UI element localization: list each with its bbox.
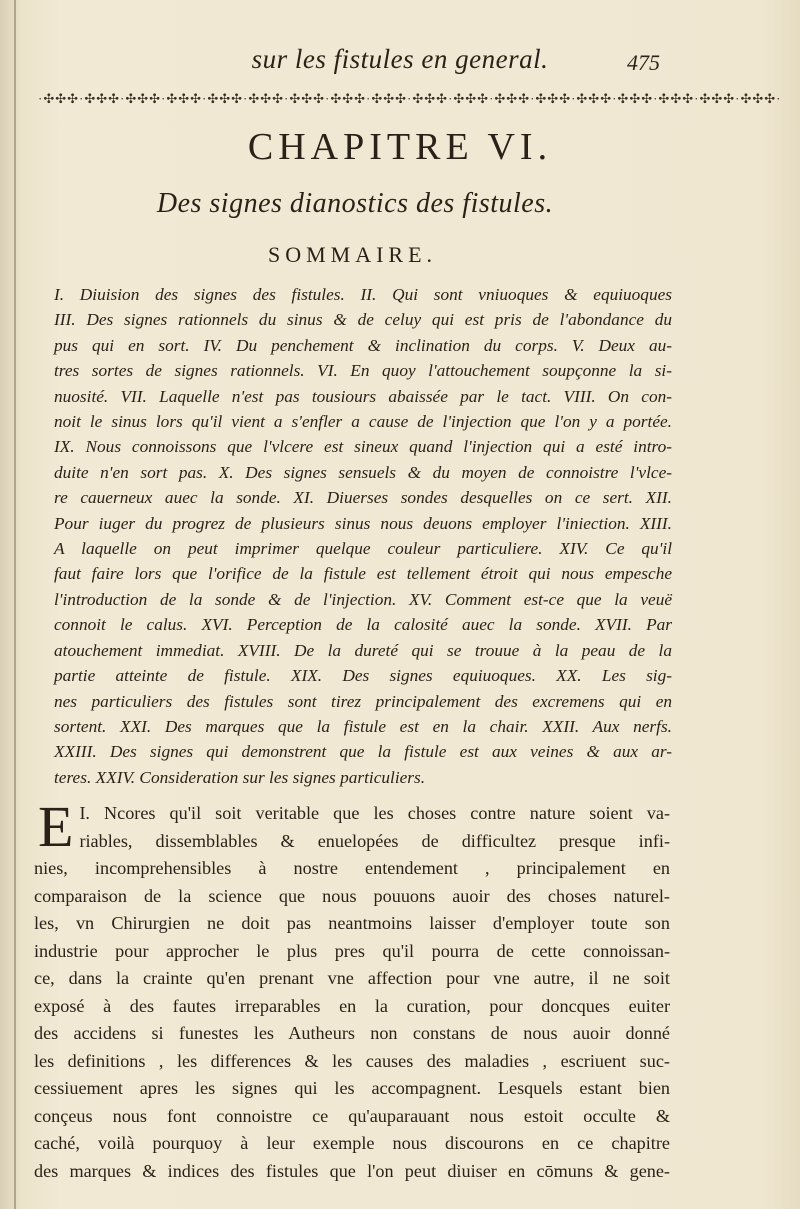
body-line: caché, voilà pourquoy à leur exemple nous discourons en ce chapitre [34,1133,670,1153]
summary-line: faut faire lors que l'orifice de la fistule est tellement étroit qui nous empesche [54,564,672,584]
body-line: ce, dans la crainte qu'en prenant vne affection pour vne autre, il ne soit [34,968,670,988]
body-line: riables, dissemblables & enuelopées de difficultez presque infi- [79,830,670,851]
running-head-title: sur les fistules en general. [251,44,549,74]
page-number: 475 [627,50,660,75]
summary-line: partie atteinte de fistule. XIX. Des signes equiuoques. XX. Les sig- [54,666,672,686]
summary-line: I. Diuision des signes des fistules. II. Qui sont vniuoques & equiuoques [54,285,672,304]
summary-line: connoit le calus. XVI. Perception de la calosité auec la sonde. XVII. Par [54,615,672,635]
summary-line: re cauerneux auec la sonde. XI. Diuerses sondes desquelles on ce sert. XII. [54,488,672,508]
summary-line: atouchement immediat. XVIII. De la dureté qui se trouue à la peau de la [54,640,672,660]
summary-line: teres. XXIV. Consideration sur les signes particuliers. [54,767,426,787]
summary-line: pus qui en sort. IV. Du penchement & inclination du corps. V. Deux au- [54,335,672,355]
summary-line: Pour iuger du progrez de plusieurs sinus nous deuons employer l'iniection. XIII. [54,513,672,533]
body-line: exposé à des fautes irreparables en la curation, pour doncques euiter [34,995,670,1016]
summary-line: nuosité. VII. Laquelle n'est pas tousiours abaissée par le tact. VIII. On con- [54,386,672,406]
body-line: les, vn Chirurgien ne doit pas neantmoins laisser d'employer toute son [34,913,670,933]
body-line: conçeus nous font connoistre ce qu'auparauant nous estoit occulte & [34,1105,670,1126]
summary-line: sortent. XXI. Des marques que la fistule est en la chair. XXII. Aux nerfs. [54,716,672,736]
summary-line: A laquelle on peut imprimer quelque couleur particuliere. XIV. Ce qu'il [54,539,672,559]
body-line: des accidens si funestes les Autheurs non constans de nous auoir donné [34,1023,670,1043]
body-line: des marques & indices des fistules que l'on peut diuiser en cōmuns & gene- [34,1160,670,1181]
chapter-heading: CHAPITRE VI. [247,126,553,168]
summary-line: noit le sinus lors qu'il vient a s'enfler a cause de l'injection que l'on y a portée. [54,412,672,432]
binding-edge [14,0,16,1209]
section-number: I. [79,803,90,823]
summary-line: IX. Nous connoissons que l'vlcere est sineux quand l'injection qui a esté intro- [54,437,672,457]
body-paragraph [34,794,671,1185]
drop-cap: E [38,794,74,859]
summary-line: III. Des signes rationnels du sinus & de celuy qui est pris de l'abondance du [54,310,672,330]
running-head [0,40,800,80]
summary-line: duite n'en sort pas. X. Des signes sensuels & du moyen de connoistre l'vlce- [54,462,672,482]
ornamental-band: ·✣✣✣·✣✣✣·✣✣✣·✣✣✣·✣✣✣·✣✣✣·✣✣✣·✣✣✣·✣✣✣·✣✣✣·✣✣✣·✣✣✣·✣✣✣·✣✣✣·✣✣✣·✣✣✣·✣✣✣·✣✣✣· [38,91,782,106]
body-line: cessiuement apres les signes qui les accompagnent. Lesquels estant bien [34,1078,670,1098]
body-line: industrie pour approcher le plus pres qu'il pourra de cette connoissan- [34,940,670,961]
chapter-subtitle: Des signes dianostics des fistules. [156,188,554,219]
body-line: nies, incomprehensibles à nostre entendement , principalement en [34,858,670,878]
body-line: les definitions , les differences & les causes des maladies , escriuent suc- [34,1050,670,1071]
summary-block [54,282,672,790]
summary-line: tres sortes de signes rationnels. VI. En quoy l'attouchement soupçonne la si- [54,361,672,381]
body-first-line-text: Ncores qu'il soit veritable que les choses contre nature soient va- [104,803,671,823]
summary-heading: SOMMAIRE. [267,242,438,267]
summary-line: XXIII. Des signes qui demonstrent que la fistule est aux veines & aux ar- [54,742,672,762]
summary-line: nes particuliers des fistules sont tirez principalement des excremens qui en [54,691,672,711]
body-line: comparaison de la science que nous pouuons auoir des choses naturel- [34,885,670,906]
summary-line: l'introduction de la sonde & de l'injection. XV. Comment est-ce que la veuë [54,589,672,609]
